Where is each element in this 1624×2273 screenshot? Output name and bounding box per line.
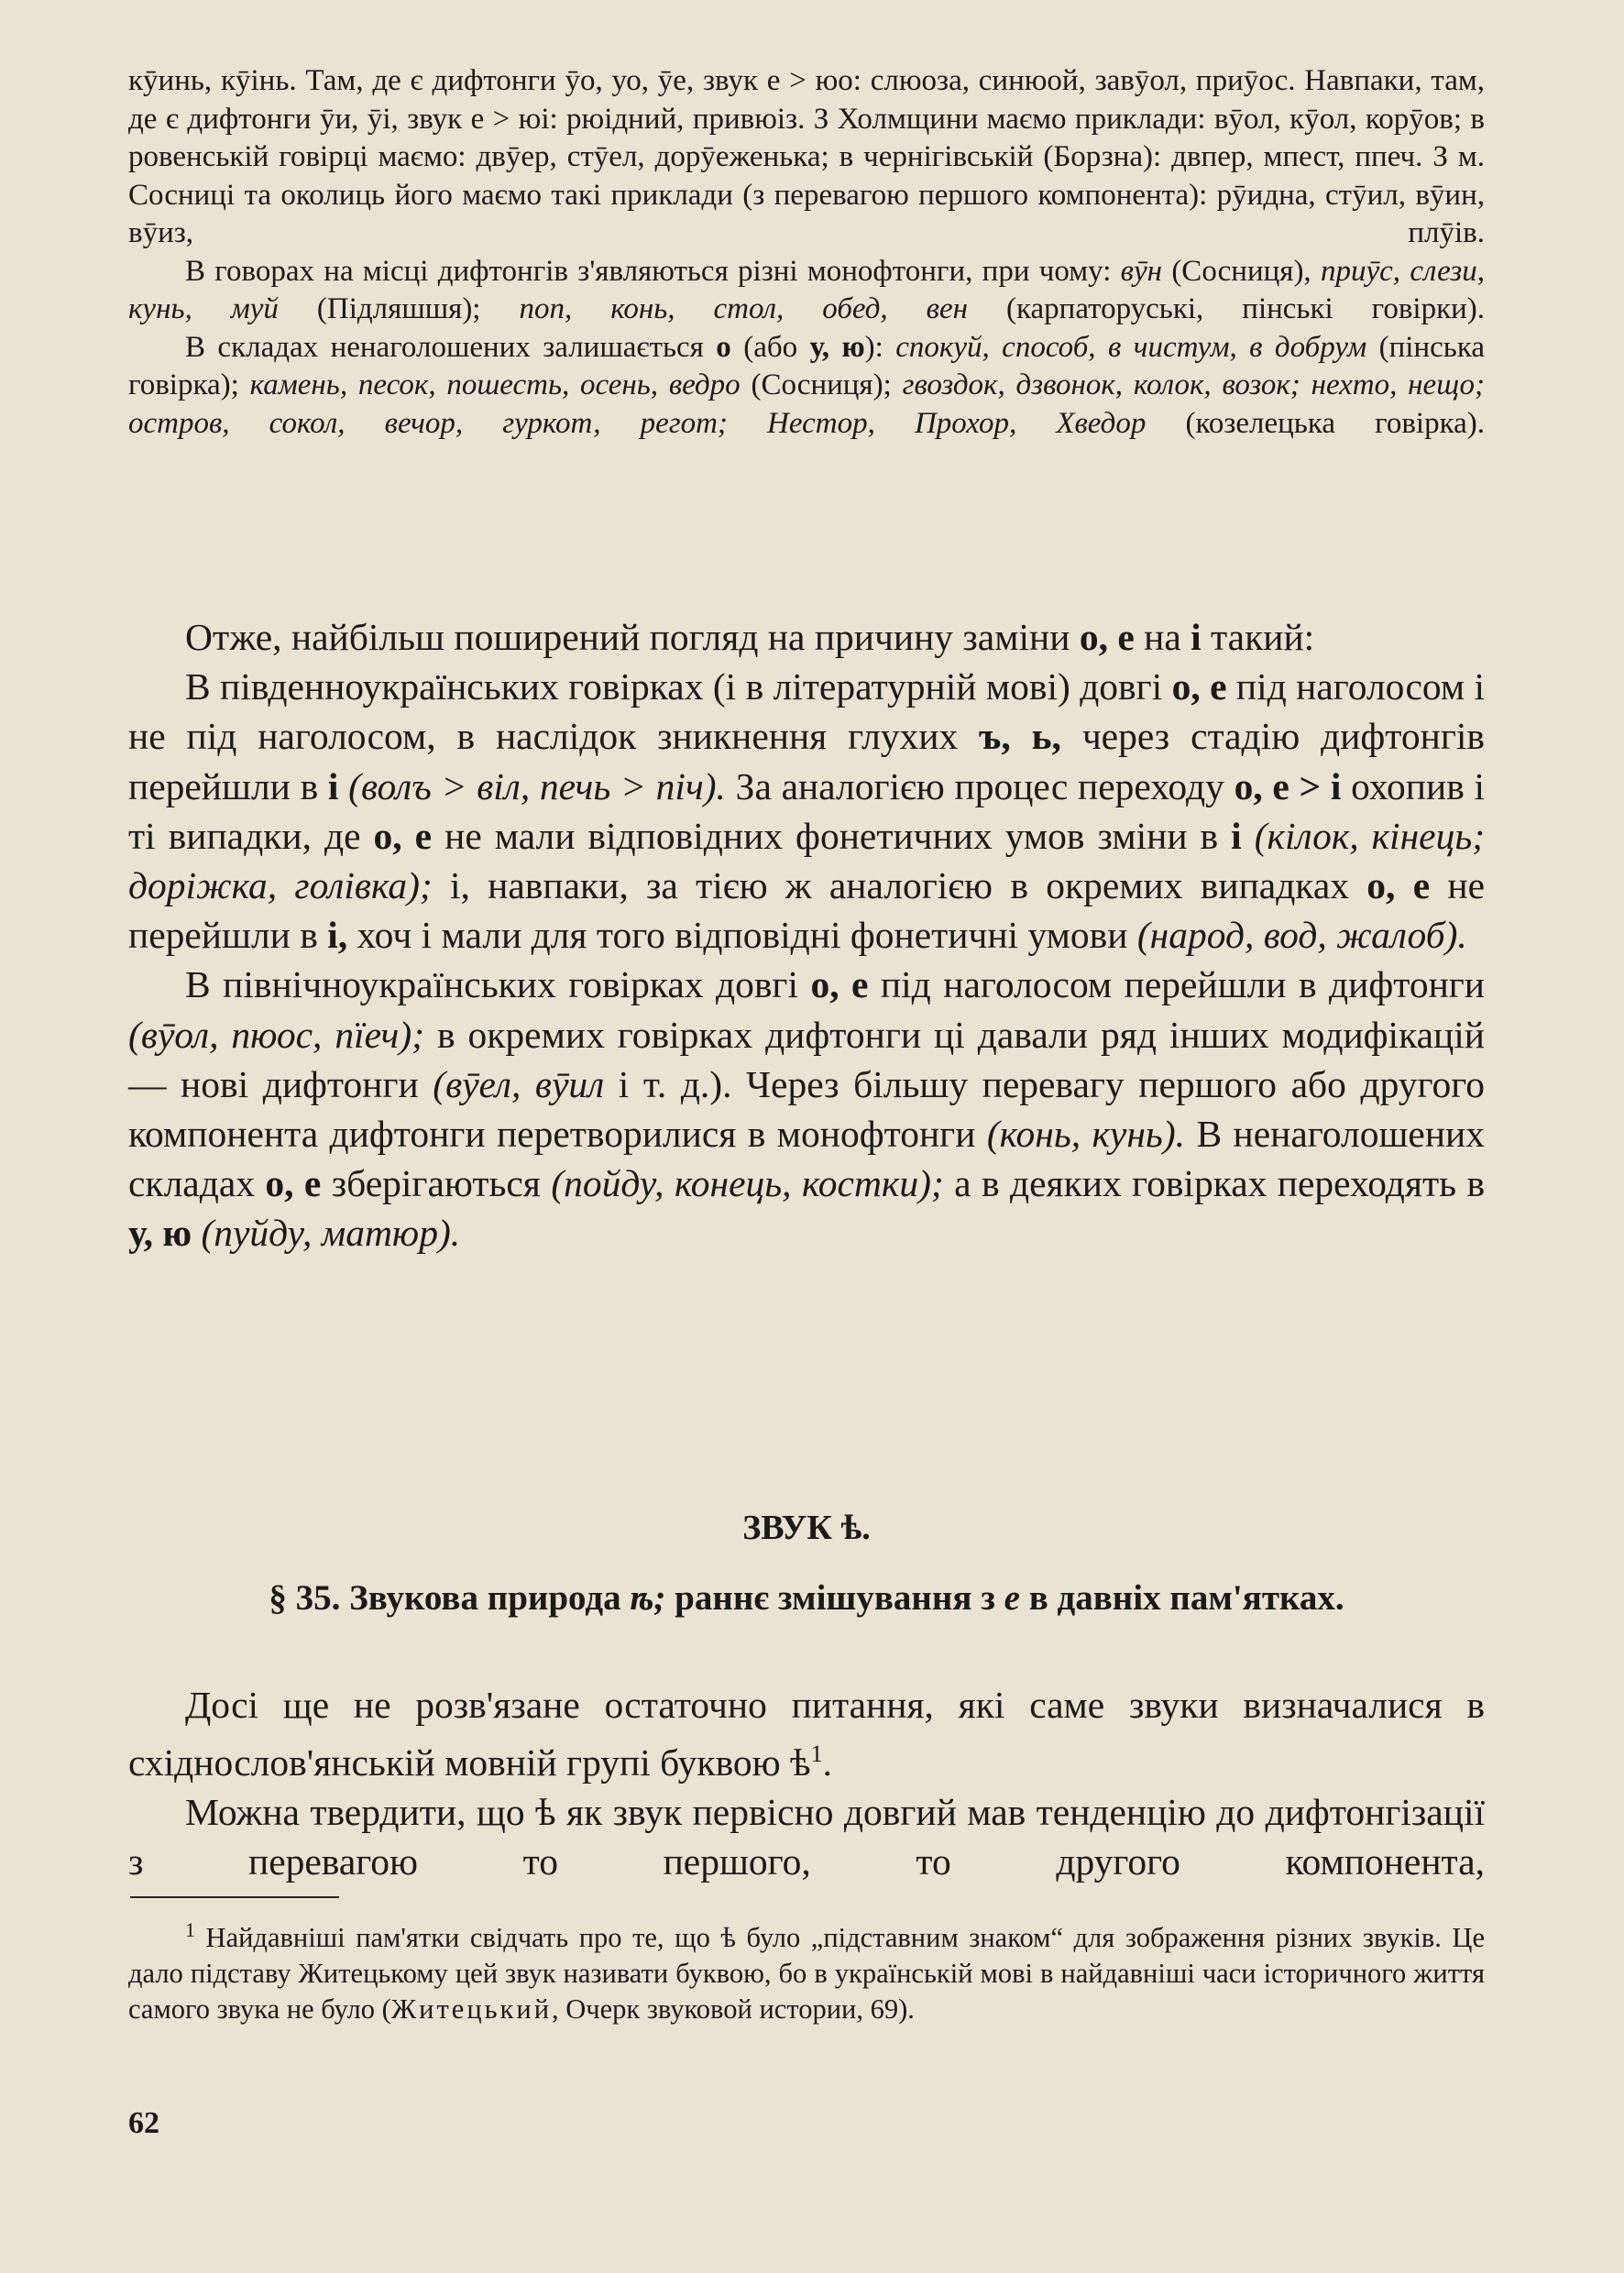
dialect-paragraph-2: В говорах на місці дифтонгів з'являються різні монофтонги, при чому: вӯн (Сосниця), приӯс, слези, кунь, муй (Підляшшя); поп, конь, стол, обед, вен (карпаторуські, пінські говірки).: [128, 254, 1486, 325]
main-paragraph-1: Отже, найбільш поширений погляд на причину заміни о, е на і такий:: [185, 616, 1315, 658]
footnote-author: Житецький: [390, 1993, 553, 2026]
dialect-examples-block: [128, 62, 1485, 443]
dialect-paragraph-3: В складах ненаголошених залишається о (або у, ю): спокуй, способ, в чистум, в добрум (пінська говірка); камень, песок, пошесть, осень, ведро (Сосниця); гвоздок, дзвонок, колок, возок; нехто, нещо; остров, сокол, вечор, гуркот, регот; Нестор, Прохор, Хведор (козелецька говірка).: [128, 330, 1486, 440]
footnote-ref: 1: [810, 1740, 823, 1768]
main-paragraph-2: В південноукраїнських говірках (і в літературній мові) довгі о, е під наголосом і не під наголосом, в наслідок зникнення глухих ъ, ь, через стадію дифтонгів перейшли в і (волъ > віл, печь > піч). За аналогією процес переходу о, е > і охопив і ті випадки, де о, е не мали відповідних фонетичних умов зміни в і (кілок, кінець; доріжка, голівка); і, навпаки, за тією ж аналогією в окремих випадках о, е не перейшли в і, хоч і мали для того відповідні фонетичні умови (народ, вод, жалоб).: [128, 665, 1486, 957]
main-text: [128, 612, 1485, 1258]
main-paragraph-3: В північноукраїнських говірках довгі о, е під наголосом перейшли в дифтонги (вӯол, пюос, пїеч); в окремих говірках дифтонги ці давали ряд інших модифікацій — нові дифтонги (вӯел, вӯил і т. д.). Через більшу перевагу першого або другого компонента дифтонги перетворилися в монофтонги (конь, кунь). В ненаголошених складах о, е зберігаються (пойду, конець, костки); а в деяких говірках переходять в у, ю (пуйду, матюр).: [128, 963, 1486, 1255]
page-number: 62: [128, 2106, 159, 2140]
section-title: ЗВУК ѣ.: [742, 1509, 871, 1547]
section-body: [128, 1680, 1485, 1887]
footnote-divider: [130, 1896, 339, 1898]
paragraph-heading: § 35. Звукова природа ѣ; раннє змішування з е в давніх пам'ятках.: [269, 1578, 1344, 1618]
section-paragraph-1: Досі ще не розв'язане остаточно питання, які саме звуки визначалися в східнослов'янській мовній групі буквою $ѣ^1$.: [128, 1684, 1485, 1784]
dialect-line: кӯинь, кӯінь. Там, де є дифтонги ӯо, уо, ӯе, звук е > юо: слюоза, синюой, завӯол, приӯос. Навпаки, там, де є дифтонги ӯи, ӯі, звук е > юі: рюідний, привюіз. З Холмщини маємо приклади: вӯол, кӯол, корӯов; в ровенській говірці маємо: двӯер, стӯел, дорӯеженька; в чернігівській (Борзна): двпер, мпест, ппеч. З м. Сосниці та околиць його маємо такі приклади (з перевагою першого компонента): рӯидна, стӯил, вӯин, вӯиз, плӯів.: [128, 64, 1485, 249]
footnote-marker: 1: [185, 1918, 195, 1941]
section-paragraph-2: Можна твердити, що ѣ як звук первісно довгий мав тенденцію до дифтонгізації з перевагою то першого, то другого компонента,: [128, 1791, 1485, 1883]
dialect-paragraph-1: [128, 62, 1485, 253]
footnote: $^1$ Найдавніші пам'ятки свідчать про те, що ѣ було „підставним знаком“ для зображення різних звуків. Це дало підставу Житецькому цей звук називати буквою, бо в українській мові в найдавніші часи історичного життя самого звука не було (Житецький, Очерк звуковой истории, 69).: [128, 1918, 1485, 2026]
